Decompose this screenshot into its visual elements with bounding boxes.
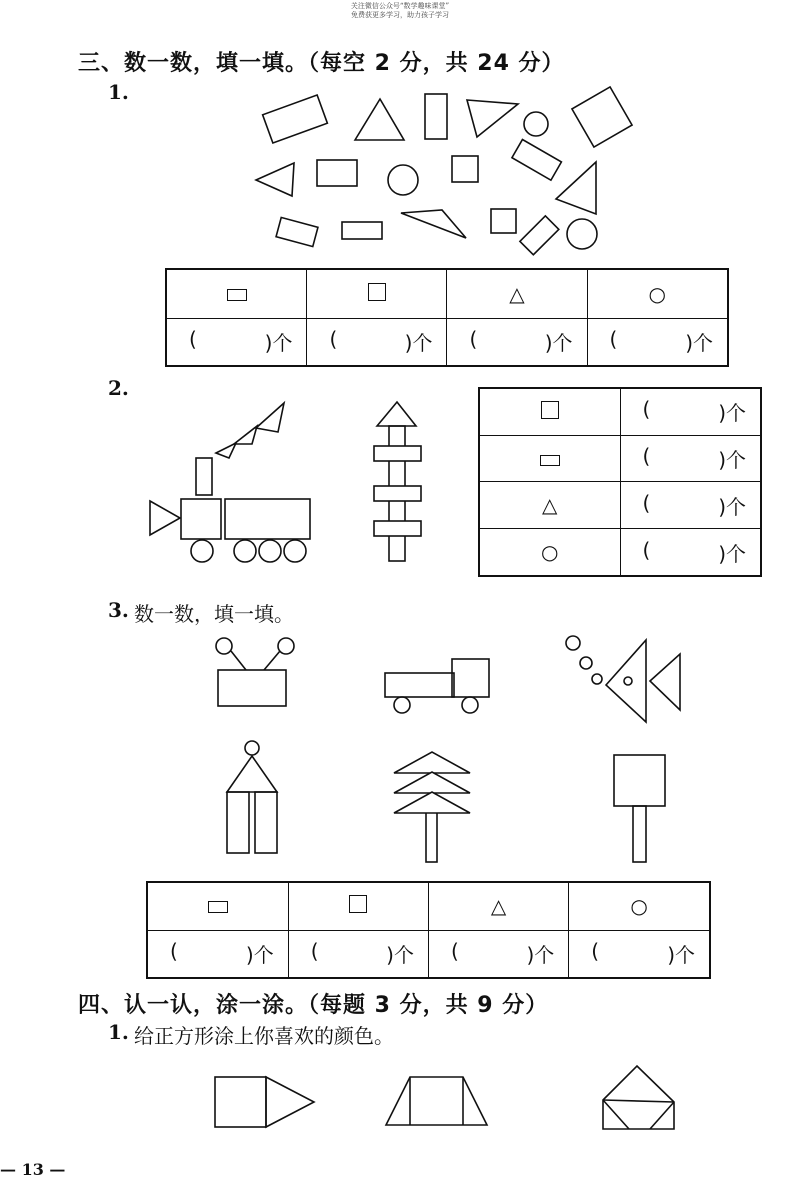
circle-icon: ○ [479, 529, 620, 576]
circle-shape [462, 697, 478, 713]
count-blank[interactable]: ( )个 [166, 318, 307, 366]
square-shape [215, 1077, 266, 1127]
circle-shape [216, 638, 232, 654]
square-shape [491, 209, 516, 233]
q1-count-table [165, 268, 729, 367]
q2-train-figure [150, 403, 310, 562]
q3-truck-figure [385, 659, 489, 713]
s4-envelope-figure [603, 1066, 674, 1129]
square-shape [452, 156, 478, 182]
count-blank[interactable]: ( )个 [587, 318, 728, 366]
triangle-shape [150, 501, 180, 535]
rectangle-shape [374, 486, 421, 501]
triangle-shape [556, 162, 596, 214]
circle-shape [567, 219, 597, 249]
q3-fish-figure [566, 636, 680, 722]
count-blank[interactable]: ( )个 [569, 930, 710, 978]
circle-shape [245, 741, 259, 755]
triangle-shape [394, 752, 470, 773]
q1-shape-cluster [256, 87, 632, 255]
q3-tree-figure [394, 752, 470, 862]
triangle-icon: △ [479, 482, 620, 529]
rectangle-shape [425, 94, 447, 139]
square-shape [452, 659, 489, 697]
s4-question-1-text: 给正方形涂上你喜欢的颜色。 [134, 1024, 394, 1048]
square-shape [181, 499, 221, 539]
triangle-shape [216, 443, 236, 458]
circle-icon: ○ [587, 269, 728, 318]
circle-shape [580, 657, 592, 669]
circle-shape [234, 540, 256, 562]
question-3-number: 3. [108, 598, 129, 622]
watermark-line-2: 免费获更多学习，助力孩子学习 [351, 11, 449, 19]
square-shape [572, 87, 632, 147]
square-icon [288, 882, 428, 930]
q2-tower-figure [374, 402, 421, 561]
triangle-shape [355, 99, 404, 140]
square-icon [307, 269, 447, 318]
watermark-line-1: 关注微信公众号“数学趣味课堂” [350, 2, 450, 10]
circle-shape [566, 636, 580, 650]
circle-shape [259, 540, 281, 562]
rectangle-shape [225, 499, 310, 539]
triangle-shape [227, 756, 277, 792]
rectangle-shape [633, 806, 646, 862]
triangle-shape [394, 772, 470, 793]
square-shape [614, 755, 665, 806]
count-blank[interactable]: ( )个 [620, 529, 761, 576]
circle-shape [278, 638, 294, 654]
q2-count-table [478, 387, 762, 577]
triangle-icon: △ [428, 882, 568, 930]
q3-robot-head-figure [216, 638, 294, 706]
rectangle-shape [426, 811, 437, 862]
rectangle-shape [263, 95, 328, 143]
triangle-shape [606, 640, 646, 722]
rectangle-shape [276, 217, 318, 246]
circle-shape [284, 540, 306, 562]
rectangle-shape [385, 673, 454, 697]
rectangle-icon [166, 269, 307, 318]
circle-shape [394, 697, 410, 713]
count-blank[interactable]: ( )个 [620, 435, 761, 482]
circle-shape [624, 677, 632, 685]
triangle-icon: △ [447, 269, 587, 318]
s4-square-triangle-figure [215, 1077, 314, 1127]
rectangle-icon [147, 882, 288, 930]
page-number: — 13 — [0, 1160, 66, 1179]
rectangle-shape [520, 216, 559, 255]
triangle-shape [650, 654, 680, 710]
count-blank[interactable]: ( )个 [620, 482, 761, 529]
rectangle-shape [512, 139, 561, 180]
question-1-number: 1. [108, 80, 129, 104]
rectangle-shape [196, 458, 212, 495]
section-3-title: 三、数一数，填一填。（每空 2 分，共 24 分） [78, 51, 565, 76]
question-2-number: 2. [108, 376, 129, 400]
rectangle-shape [374, 446, 421, 461]
triangle-shape [266, 1077, 314, 1127]
rectangle-shape [255, 792, 277, 853]
section-4-title: 四、认一认，涂一涂。（每题 3 分，共 9 分） [78, 993, 549, 1018]
triangle-shape [256, 163, 294, 196]
q3-sign-figure [614, 755, 665, 862]
triangle-shape [377, 402, 416, 426]
count-blank[interactable]: ( )个 [307, 318, 447, 366]
triangle-shape [401, 210, 466, 238]
circle-shape [191, 540, 213, 562]
rectangle-shape [227, 792, 249, 853]
count-blank[interactable]: ( )个 [447, 318, 587, 366]
circle-shape [388, 165, 418, 195]
question-3-text: 数一数，填一填。 [134, 602, 294, 626]
q3-house-figure [227, 741, 277, 853]
rectangle-icon [479, 435, 620, 482]
count-blank[interactable]: ( )个 [620, 388, 761, 435]
count-blank[interactable]: ( )个 [147, 930, 288, 978]
triangle-shape [256, 403, 284, 432]
circle-shape [524, 112, 548, 136]
count-blank[interactable]: ( )个 [288, 930, 428, 978]
count-blank[interactable]: ( )个 [428, 930, 568, 978]
circle-icon: ○ [569, 882, 710, 930]
rectangle-shape [218, 670, 286, 706]
square-icon [479, 388, 620, 435]
s4-trapezoid-figure [386, 1077, 487, 1125]
triangle-shape [394, 792, 470, 813]
rectangle-shape [342, 222, 382, 239]
circle-shape [592, 674, 602, 684]
rectangle-shape [317, 160, 357, 186]
triangle-shape [234, 426, 257, 444]
s4-question-1-number: 1. [108, 1020, 129, 1044]
triangle-shape [467, 100, 518, 137]
q3-count-table [146, 881, 711, 979]
rectangle-shape [374, 521, 421, 536]
